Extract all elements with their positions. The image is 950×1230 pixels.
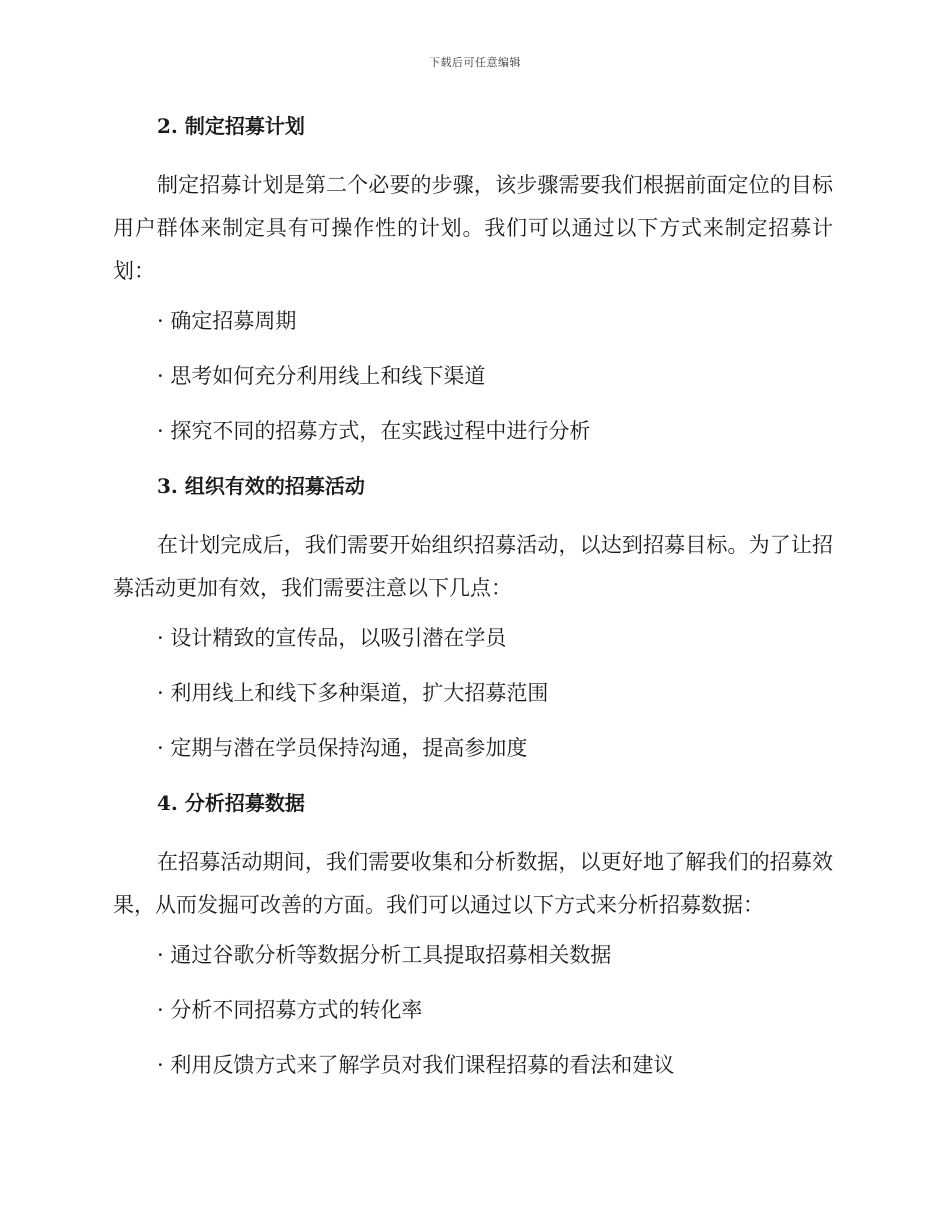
section-paragraph: 制定招募计划是第二个必要的步骤，该步骤需要我们根据前面定位的目标用户群体来制定具有可操作性的计划。我们可以通过以下方式来制定招募计划： xyxy=(113,173,833,283)
bullet-item: · 定期与潜在学员保持沟通，提高参加度 xyxy=(157,736,528,760)
section-paragraph: 在计划完成后，我们需要开始组织招募活动，以达到招募目标。为了让招募活动更加有效，我们需要注意以下几点： xyxy=(113,533,833,600)
section-paragraph: 在招募活动期间，我们需要收集和分析数据，以更好地了解我们的招募效果，从而发掘可改善的方面。我们可以通过以下方式来分析招募数据： xyxy=(113,850,833,917)
page-header: 下载后可任意编辑 xyxy=(429,56,521,69)
bullet-item: · 设计精致的宣传品，以吸引潜在学员 xyxy=(157,626,507,650)
bullet-item: · 探究不同的招募方式，在实践过程中进行分析 xyxy=(157,419,591,443)
bullet-item: · 利用反馈方式来了解学员对我们课程招募的看法和建议 xyxy=(157,1053,675,1077)
section-recruitment-data xyxy=(113,787,833,1081)
bullet-item: · 通过谷歌分析等数据分析工具提取招募相关数据 xyxy=(157,943,612,967)
section-heading: 3. 组织有效的招募活动 xyxy=(157,474,365,498)
document-body xyxy=(113,110,833,1104)
section-recruitment-activities xyxy=(113,470,833,764)
bullet-item: · 分析不同招募方式的转化率 xyxy=(157,998,423,1022)
bullet-item: · 确定招募周期 xyxy=(157,309,297,333)
section-heading: 2. 制定招募计划 xyxy=(157,114,305,138)
bullet-item: · 思考如何充分利用线上和线下渠道 xyxy=(157,364,486,388)
bullet-item: · 利用线上和线下多种渠道，扩大招募范围 xyxy=(157,681,549,705)
section-recruitment-plan xyxy=(113,110,833,447)
section-heading: 4. 分析招募数据 xyxy=(157,791,305,815)
